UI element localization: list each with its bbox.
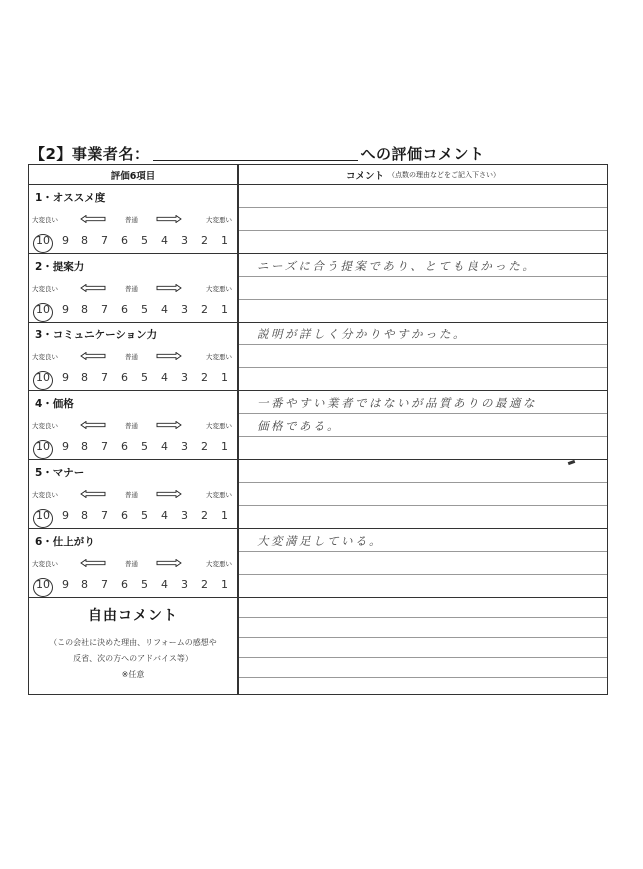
handwritten-comment: 説明が詳しく分かりやすかった。 — [257, 327, 467, 342]
item-title: 1・オススメ度 — [35, 192, 106, 204]
evaluation-item-3 — [29, 322, 607, 391]
items-column-header — [29, 165, 237, 185]
rating-option-8[interactable]: 8 — [81, 302, 88, 316]
selected-circle-icon — [33, 440, 53, 459]
rating-scale-labels — [32, 215, 236, 227]
rating-option-2[interactable]: 2 — [201, 234, 208, 247]
rating-option-7[interactable]: 7 — [101, 440, 108, 454]
rating-option-8[interactable]: 8 — [81, 508, 88, 522]
comment-line[interactable] — [239, 299, 607, 300]
best-label: 大変良い — [32, 353, 58, 362]
comment-line[interactable] — [239, 551, 607, 552]
item-title: 5・マナー — [35, 466, 85, 479]
rating-option-3[interactable]: 3 — [181, 234, 188, 247]
left-arrow-icon — [80, 490, 106, 498]
handwritten-comment: ニーズに合う提案であり、とても良かった。 — [257, 258, 537, 273]
left-arrow-icon — [80, 421, 106, 429]
worst-label: 大変悪い — [206, 490, 232, 499]
rating-option-4[interactable]: 4 — [161, 577, 168, 591]
rating-option-1[interactable]: 1 — [221, 234, 228, 247]
rating-option-6[interactable]: 6 — [121, 577, 128, 591]
title-prefix: 【2】事業者名： — [30, 145, 150, 163]
rating-option-5[interactable]: 5 — [141, 371, 148, 385]
rating-option-3[interactable]: 3 — [181, 577, 188, 591]
rating-option-10[interactable]: 10 — [36, 578, 50, 591]
right-arrow-icon — [156, 559, 182, 567]
rating-option-5[interactable]: 5 — [141, 508, 148, 522]
rating-options — [36, 371, 236, 387]
free-comment-line[interactable] — [239, 657, 607, 658]
rating-option-6[interactable]: 6 — [121, 440, 128, 454]
rating-option-3[interactable]: 3 — [181, 371, 188, 385]
evaluation-item-6 — [29, 529, 607, 598]
comment-line[interactable] — [239, 276, 607, 277]
worst-label: 大変悪い — [206, 284, 232, 293]
rating-option-2[interactable]: 2 — [201, 577, 208, 591]
comment-line[interactable] — [239, 482, 607, 483]
mid-label: 普通 — [125, 353, 138, 362]
rating-scale-labels — [32, 352, 236, 364]
rating-option-5[interactable]: 5 — [141, 577, 148, 591]
rating-option-9[interactable]: 9 — [62, 302, 69, 316]
free-comment-note-1: （この会社に決めた理由、リフォームの感想や — [49, 638, 217, 647]
rating-option-10[interactable]: 10 — [36, 234, 50, 247]
best-label: 大変良い — [32, 490, 58, 499]
rating-option-8[interactable]: 8 — [81, 577, 88, 591]
rating-option-4[interactable]: 4 — [161, 302, 168, 316]
item-title: 2・提案力 — [35, 260, 85, 273]
free-comment-line[interactable] — [239, 677, 607, 678]
left-arrow-icon — [80, 352, 106, 360]
comment-column-header — [239, 165, 607, 185]
rating-options — [36, 440, 236, 456]
rating-scale-labels — [32, 490, 236, 502]
item-title: 4・価格 — [35, 398, 74, 411]
evaluation-item-4 — [29, 391, 607, 460]
rating-option-5[interactable]: 5 — [141, 302, 148, 316]
handwritten-comment: 価格である。 — [257, 419, 341, 434]
rating-option-4[interactable]: 4 — [161, 440, 168, 454]
mid-label: 普通 — [125, 284, 138, 293]
rating-option-4[interactable]: 4 — [161, 234, 168, 247]
rating-option-9[interactable]: 9 — [62, 508, 69, 522]
best-label: 大変良い — [32, 422, 58, 431]
free-comment-section — [29, 597, 607, 694]
rating-option-9[interactable]: 9 — [62, 371, 69, 385]
comment-line[interactable] — [239, 574, 607, 575]
evaluation-item-5 — [29, 460, 607, 529]
comment-line[interactable] — [239, 505, 607, 506]
left-arrow-icon — [80, 215, 106, 223]
rating-option-1[interactable]: 1 — [221, 302, 228, 316]
rating-option-4[interactable]: 4 — [161, 508, 168, 522]
rating-option-6[interactable]: 6 — [121, 302, 128, 316]
rating-options — [36, 509, 236, 525]
right-arrow-icon — [156, 421, 182, 429]
handwritten-comment: 一番やすい業者ではないが品質ありの最適な — [257, 396, 537, 411]
comment-line[interactable] — [239, 367, 607, 368]
rating-option-7[interactable]: 7 — [101, 302, 108, 316]
rating-option-9[interactable]: 9 — [62, 440, 69, 454]
rating-option-3[interactable]: 3 — [181, 508, 188, 522]
rating-options — [36, 303, 236, 319]
evaluation-item-2 — [29, 254, 607, 323]
title-suffix: への評価コメント — [360, 145, 485, 163]
comment-header-sub: （点数の理由などをご記入下さい） — [388, 170, 500, 179]
rating-option-10[interactable]: 10 — [36, 371, 50, 384]
items-header-label: 評価6項目 — [110, 170, 156, 182]
right-arrow-icon — [156, 490, 182, 498]
right-arrow-icon — [156, 215, 182, 223]
rating-options — [36, 234, 236, 250]
mid-label: 普通 — [125, 422, 138, 431]
rating-option-7[interactable]: 7 — [101, 371, 108, 385]
rating-scale-labels — [32, 284, 236, 296]
rating-option-6[interactable]: 6 — [121, 508, 128, 522]
mid-label: 普通 — [125, 216, 138, 224]
rating-option-7[interactable]: 7 — [101, 577, 108, 591]
free-comment-line[interactable] — [239, 637, 607, 638]
rating-option-1[interactable]: 1 — [221, 440, 228, 454]
rating-option-1[interactable]: 1 — [221, 577, 228, 591]
form-title — [30, 140, 484, 164]
mid-label: 普通 — [125, 490, 138, 499]
rating-option-7[interactable]: 7 — [101, 234, 108, 247]
selected-circle-icon — [33, 509, 53, 528]
best-label: 大変良い — [32, 216, 58, 224]
selected-circle-icon — [33, 371, 53, 390]
rating-option-1[interactable]: 1 — [221, 371, 228, 385]
rating-option-5[interactable]: 5 — [141, 440, 148, 454]
rating-option-7[interactable]: 7 — [101, 508, 108, 522]
rating-option-2[interactable]: 2 — [201, 371, 208, 385]
item-title: 6・仕上がり — [35, 535, 95, 548]
free-comment-note-3: ※任意 — [121, 670, 145, 679]
comment-line[interactable] — [239, 344, 607, 345]
comment-line[interactable] — [239, 413, 607, 414]
rating-option-10[interactable]: 10 — [36, 509, 50, 522]
worst-label: 大変悪い — [206, 422, 232, 431]
free-comment-note-2: 反省、次の方へのアドバイス等） — [73, 654, 193, 663]
rating-option-9[interactable]: 9 — [62, 234, 69, 247]
selected-circle-icon — [33, 578, 53, 597]
worst-label: 大変悪い — [206, 353, 232, 362]
worst-label: 大変悪い — [206, 216, 232, 224]
selected-circle-icon — [33, 303, 53, 322]
selected-circle-icon — [33, 234, 53, 253]
rating-option-3[interactable]: 3 — [181, 302, 188, 316]
free-comment-title: 自由コメント — [88, 608, 178, 624]
right-arrow-icon — [156, 352, 182, 360]
rating-option-8[interactable]: 8 — [81, 440, 88, 454]
comment-line[interactable] — [239, 436, 607, 437]
rating-options — [36, 578, 236, 594]
rating-option-8[interactable]: 8 — [81, 234, 88, 247]
best-label: 大変良い — [32, 284, 58, 293]
rating-option-1[interactable]: 1 — [221, 508, 228, 522]
right-arrow-icon — [156, 284, 182, 292]
left-arrow-icon — [80, 559, 106, 567]
rating-option-5[interactable]: 5 — [141, 234, 148, 247]
rating-scale-labels — [32, 559, 236, 571]
rating-option-2[interactable]: 2 — [201, 440, 208, 454]
rating-option-10[interactable]: 10 — [36, 303, 50, 316]
mid-label: 普通 — [125, 559, 138, 568]
left-arrow-icon — [80, 284, 106, 292]
rating-option-6[interactable]: 6 — [121, 371, 128, 385]
item-title: 3・コミュニケーション力 — [35, 329, 158, 342]
best-label: 大変良い — [32, 559, 58, 568]
rating-option-6[interactable]: 6 — [121, 234, 128, 247]
rating-option-2[interactable]: 2 — [201, 508, 208, 522]
rating-option-9[interactable]: 9 — [62, 577, 69, 591]
rating-option-4[interactable]: 4 — [161, 371, 168, 385]
rating-option-3[interactable]: 3 — [181, 440, 188, 454]
handwritten-comment: 大変満足している。 — [257, 533, 383, 548]
rating-option-8[interactable]: 8 — [81, 371, 88, 385]
rating-option-10[interactable]: 10 — [36, 440, 50, 453]
evaluation-table — [28, 164, 608, 695]
rating-scale-labels — [32, 421, 236, 433]
comment-line[interactable] — [239, 207, 607, 208]
comment-header-label: コメント — [345, 170, 384, 182]
comment-line[interactable] — [239, 230, 607, 231]
business-name-field[interactable] — [153, 142, 358, 161]
rating-option-2[interactable]: 2 — [201, 302, 208, 316]
worst-label: 大変悪い — [206, 559, 232, 568]
evaluation-item-1 — [29, 185, 607, 254]
free-comment-line[interactable] — [239, 617, 607, 618]
